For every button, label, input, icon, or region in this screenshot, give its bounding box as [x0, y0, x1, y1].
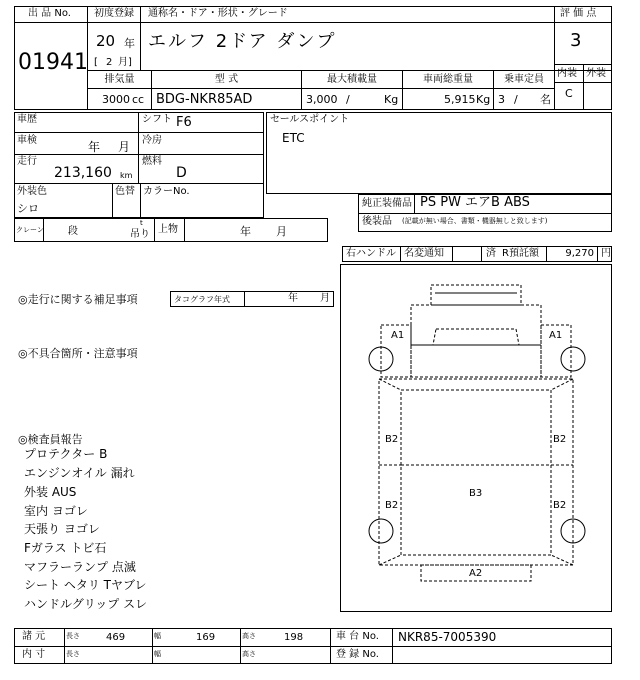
first-registration-label: 初度登録 [94, 8, 134, 19]
length-label: 長さ [66, 632, 80, 640]
first-registration-year-unit: 年 [124, 37, 135, 50]
equipment-label: 純正装備品 [362, 198, 412, 209]
model-code-label: 型 式 [214, 74, 239, 85]
color-change-label: 色替 [115, 186, 135, 197]
inspection-month-unit: 月 [118, 140, 131, 154]
remark-item: 外装 AUS [24, 485, 77, 499]
equipment: PS PW エアB ABS [420, 195, 530, 210]
ac-label: 冷房 [142, 135, 162, 146]
inspector-report-label: ◎検査員報告 [18, 433, 83, 446]
capacity: 3 [498, 93, 505, 106]
history-label: 車歴 [17, 114, 37, 125]
model-name: エルフ 2ドア ダンプ [148, 31, 337, 52]
first-registration-month-unit: 月] [118, 57, 132, 68]
tacho-year-unit: 年 [288, 293, 298, 304]
color: シロ [17, 202, 39, 215]
crane-ton-unit: t [140, 219, 143, 227]
interior-grade: C [565, 87, 573, 100]
damage-mark: B3 [469, 488, 483, 499]
exterior-grade-label: 外装 [586, 68, 606, 79]
tacho-month-unit: 月 [320, 293, 330, 304]
first-registration-year: 20 [96, 32, 116, 50]
width: 169 [196, 632, 216, 643]
displacement-unit: cc [132, 93, 145, 106]
mount-year-unit: 年 [240, 225, 251, 238]
first-registration-bracket: [ [94, 57, 98, 68]
truck-outline [341, 265, 611, 611]
registration-label: 登 録 No. [336, 649, 379, 660]
vehicle-damage-diagram [340, 264, 612, 612]
color-label: 外装色 [17, 186, 47, 197]
name-change-label: 名変通知 [404, 248, 444, 259]
inspection-label: 車検 [17, 135, 37, 146]
driving-notes-label: ◎走行に関する補足事項 [18, 293, 138, 306]
damage-mark: B2 [385, 434, 399, 445]
gross-weight-label: 車両総重量 [423, 74, 473, 85]
inner-height-label: 高さ [242, 650, 256, 658]
chassis-number: NKR85-7005390 [398, 630, 497, 644]
mount-month-unit: 月 [276, 225, 287, 238]
tacho-label: タコグラフ年式 [174, 295, 230, 304]
lot-no-label: 出 品 No. [28, 8, 71, 19]
height-label: 高さ [242, 632, 256, 640]
inner-dims-label: 内 寸 [22, 649, 46, 660]
recycle-label: R預託額 [502, 248, 539, 259]
height: 198 [284, 632, 304, 643]
gross-weight-unit: Kg [476, 93, 491, 106]
defects-label: ◎不具合箇所・注意事項 [18, 347, 138, 360]
rhd-flag: 右ハンドル [346, 248, 396, 259]
fuel: D [176, 165, 187, 181]
displacement-label: 排気量 [104, 74, 135, 85]
shift: F6 [176, 115, 192, 130]
aftermarket-label: 後装品 [362, 216, 392, 227]
remark-item: エンジンオイル 漏れ [24, 466, 135, 480]
model-code: BDG-NKR85AD [156, 92, 253, 107]
remark-item: Fガラス トビ石 [24, 541, 107, 555]
sales-point-label: セールスポイント [270, 114, 350, 125]
remark-item: プロテクター B [24, 447, 108, 461]
crane-label: クレーン [16, 226, 44, 234]
sales-point: ETC [282, 131, 305, 145]
max-load-slash: / [346, 93, 350, 106]
remark-item: マフラーランプ 点滅 [24, 560, 136, 574]
lot-no: 01941 [18, 50, 88, 75]
grade-label: 評 価 点 [560, 8, 597, 19]
mileage: 213,160 [54, 165, 112, 181]
damage-mark: B2 [385, 500, 399, 511]
recycle-unit: 円 [601, 248, 611, 259]
mileage-label: 走行 [17, 156, 37, 167]
inner-length-label: 長さ [66, 650, 80, 658]
overall-grade: 3 [570, 30, 582, 51]
fuel-label: 燃料 [142, 156, 162, 167]
capacity-unit: 名 [540, 93, 551, 106]
recycle-amount: 9,270 [565, 248, 594, 259]
inspection-year-unit: 年 [88, 140, 101, 154]
chassis-label: 車 台 No. [336, 631, 379, 642]
dims-label: 諸 元 [22, 631, 46, 642]
max-load-label: 最大積載量 [327, 74, 377, 85]
aftermarket-note: (記載が無い場合、書類・機器無しと致します) [402, 217, 548, 225]
first-registration-month: 2 [106, 57, 113, 68]
crane-stage-unit: 段 [68, 226, 78, 237]
damage-mark: A1 [391, 330, 405, 341]
max-load-unit: Kg [384, 93, 399, 106]
max-load: 3,000 [306, 93, 338, 106]
length: 469 [106, 632, 126, 643]
remark-item: シート ヘタリ Tヤブレ [24, 578, 147, 592]
damage-mark: B2 [553, 500, 567, 511]
details-left [14, 112, 264, 218]
displacement: 3000 [102, 93, 130, 106]
damage-mark: A1 [549, 330, 563, 341]
color-code-label: カラーNo. [143, 186, 190, 197]
capacity-slash: / [514, 93, 518, 106]
gross-weight: 5,915 [444, 93, 476, 106]
mount-label: 上物 [158, 224, 178, 235]
recycle-prefix: 済 [486, 248, 496, 259]
capacity-label: 乗車定員 [504, 74, 544, 85]
interior-grade-label: 内装 [557, 68, 577, 79]
remark-item: 室内 ヨゴレ [24, 504, 88, 518]
mileage-unit: km [120, 171, 133, 180]
inner-width-label: 幅 [154, 650, 161, 658]
width-label: 幅 [154, 632, 161, 640]
damage-mark: A2 [469, 568, 483, 579]
remark-item: 天張り ヨゴレ [24, 522, 100, 536]
model-name-label: 通称名・ドア・形状・グレード [148, 8, 288, 19]
shift-label: シフト [142, 114, 172, 125]
remark-item: ハンドルグリップ スレ [24, 597, 148, 611]
crane-lift-unit: 吊り [130, 229, 150, 240]
damage-mark: B2 [553, 434, 567, 445]
